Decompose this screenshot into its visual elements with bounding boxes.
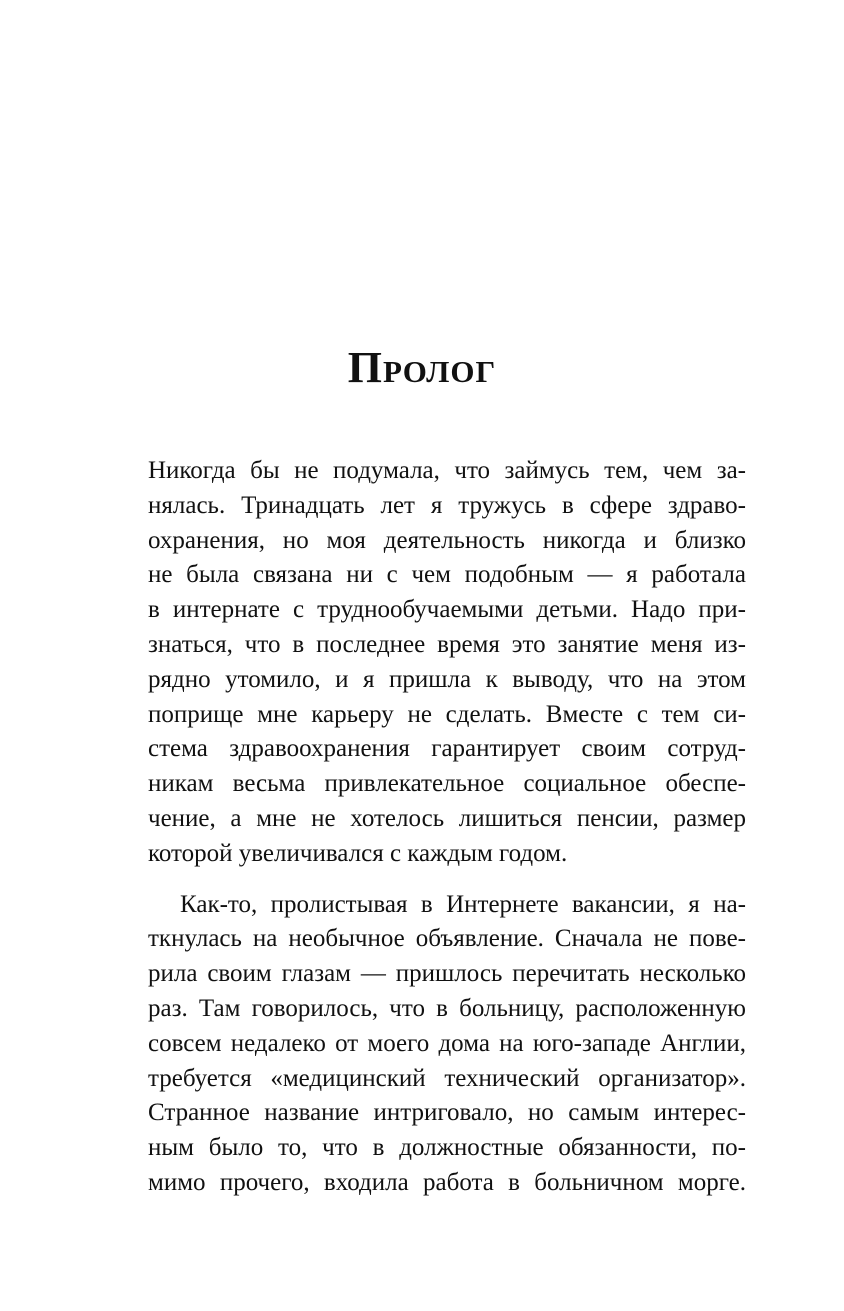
text-line: ткнулась на необычное объявление. Сначала не пове- [148,925,746,953]
text-line: знаться, что в последнее время это занятие меня из- [148,630,746,658]
paragraph-2 [148,888,746,1201]
paragraph-1 [148,454,746,872]
text-line: рядно утомило, и я пришла к выводу, что на этом [148,665,746,693]
paragraph-spacer [148,872,746,888]
text-line: Никогда бы не подумала, что займусь тем, чем за- [148,457,746,484]
text-line: которой увеличивался с каждым годом. [148,839,568,867]
text-line: никам весьма привлекательное социальное обеспе- [148,770,746,798]
text-line: требуется «медицинский технический организатор». [148,1064,746,1092]
text-line: стема здравоохранения гарантирует своим сотруд- [148,735,746,763]
body-text [148,454,746,1201]
text-line: совсем недалеко от моего дома на юго-западе Англии, [148,1029,746,1057]
text-line: рила своим глазам — пришлось перечитать несколько [148,960,746,988]
text-line: охранения, но моя деятельность никогда и близко [148,526,746,554]
text-line: нялась. Тринадцать лет я тружусь в сфере здраво- [148,491,746,519]
text-line: мимо прочего, входила работа в больничном морге. [148,1168,746,1196]
text-line: ным было то, что в должностные обязанности, по- [148,1134,746,1162]
text-line: чение, а мне не хотелось лишиться пенсии, размер [148,804,746,832]
text-line: в интернате с труднообучаемыми детьми. Надо при- [148,596,746,624]
text-line: не была связана ни с чем подобным — я работала [148,561,746,589]
chapter-title: Пролог [347,343,497,392]
text-line: Странное название интриговало, но самым интерес- [148,1099,746,1127]
text-line: Как-то, пролистывая в Интернете вакансии, я на- [180,890,746,918]
text-line: поприще мне карьеру не сделать. Вместе с тем си- [148,700,746,728]
text-line: раз. Там говорилось, что в больницу, расположенную [148,994,746,1022]
